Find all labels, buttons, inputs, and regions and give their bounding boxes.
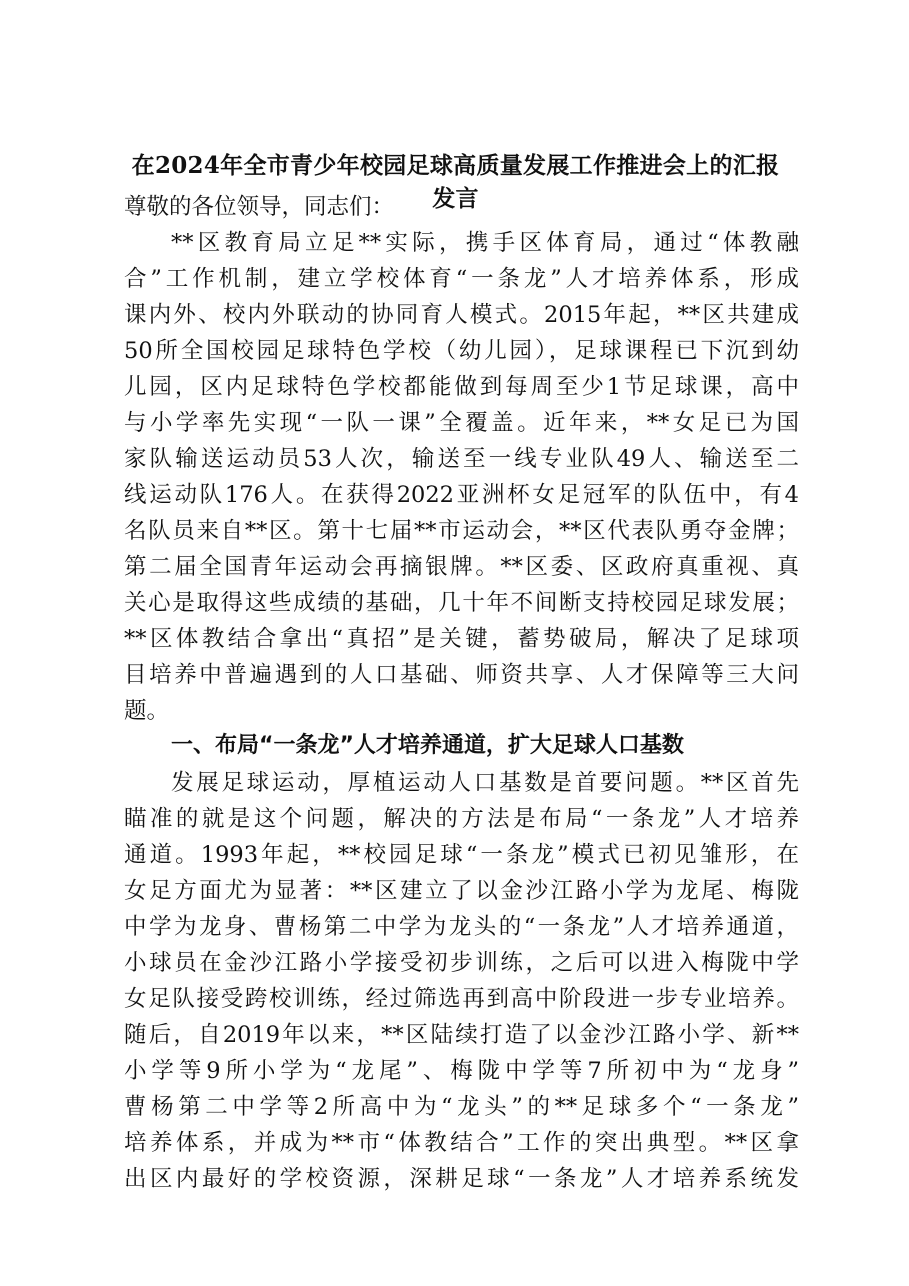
paragraph-line: 瞄准的就是这个问题，解决的方法是布局“一条龙”人才培养 (124, 806, 799, 832)
section-heading: 一、布局“一条龙”人才培养通道，扩大足球人口基数 (171, 733, 684, 758)
paragraph-line: **区教育局立足**实际，携手区体育局，通过“体教融 (171, 230, 799, 256)
paragraph-line: 女足方面尤为显著：**区建立了以金沙江路小学为龙尾、梅陇 (124, 878, 799, 904)
document-title-line-2: 发言 (432, 185, 479, 212)
document-title-line-1: 在2024年全市青少年校园足球高质量发展工作推进会上的汇报 (131, 152, 780, 179)
paragraph-line: 关心是取得这些成绩的基础，几十年不间断支持校园足球发展； (124, 590, 799, 616)
paragraph-line: 女足队接受跨校训练，经过筛选再到高中阶段进一步专业培养。 (124, 986, 799, 1012)
paragraph-line: 合”工作机制，建立学校体育“一条龙”人才培养体系，形成 (124, 266, 799, 292)
paragraph-line: 目培养中普遍遇到的人口基础、师资共享、人才保障等三大问 (124, 662, 799, 688)
salutation: 尊敬的各位领导，同志们： (124, 194, 395, 220)
paragraph-line: 家队输送运动员53人次，输送至一线专业队49人、输送至二 (124, 446, 799, 472)
paragraph-line: 小球员在金沙江路小学接受初步训练，之后可以进入梅陇中学 (124, 950, 799, 976)
paragraph-line: 发展足球运动，厚植运动人口基数是首要问题。**区首先 (171, 770, 799, 796)
paragraph-line: 名队员来自**区。第十七届**市运动会，**区代表队勇夺金牌； (124, 518, 799, 544)
paragraph-line: 小学等9所小学为“龙尾”、梅陇中学等7所初中为“龙身” (124, 1058, 799, 1084)
paragraph-line: 线运动队176人。在获得2022亚洲杯女足冠军的队伍中，有4 (124, 482, 799, 508)
paragraph-line: 随后，自2019年以来，**区陆续打造了以金沙江路小学、新** (124, 1022, 799, 1048)
paragraph-line: 题。 (124, 698, 170, 724)
paragraph-line: 第二届全国青年运动会再摘银牌。**区委、区政府真重视、真 (124, 554, 799, 580)
paragraph-line: 课内外、校内外联动的协同育人模式。2015年起，**区共建成 (124, 302, 799, 328)
paragraph-line: 通道。1993年起，**校园足球“一条龙”模式已初见雏形，在 (124, 842, 799, 868)
paragraph-line: **区体教结合拿出“真招”是关键，蓄势破局，解决了足球项 (124, 626, 799, 652)
paragraph-line: 出区内最好的学校资源，深耕足球“一条龙”人才培养系统发 (124, 1166, 799, 1192)
paragraph-line: 儿园，区内足球特色学校都能做到每周至少1节足球课，高中 (124, 374, 799, 400)
paragraph-line: 曹杨第二中学等2所高中为“龙头”的**足球多个“一条龙” (124, 1094, 799, 1120)
paragraph-line: 培养体系，并成为**市“体教结合”工作的突出典型。**区拿 (124, 1130, 799, 1156)
paragraph-line: 与小学率先实现“一队一课”全覆盖。近年来，**女足已为国 (124, 410, 799, 436)
paragraph-line: 中学为龙身、曹杨第二中学为龙头的“一条龙”人才培养通道， (124, 914, 799, 940)
paragraph-line: 50所全国校园足球特色学校（幼儿园），足球课程已下沉到幼 (124, 338, 799, 364)
